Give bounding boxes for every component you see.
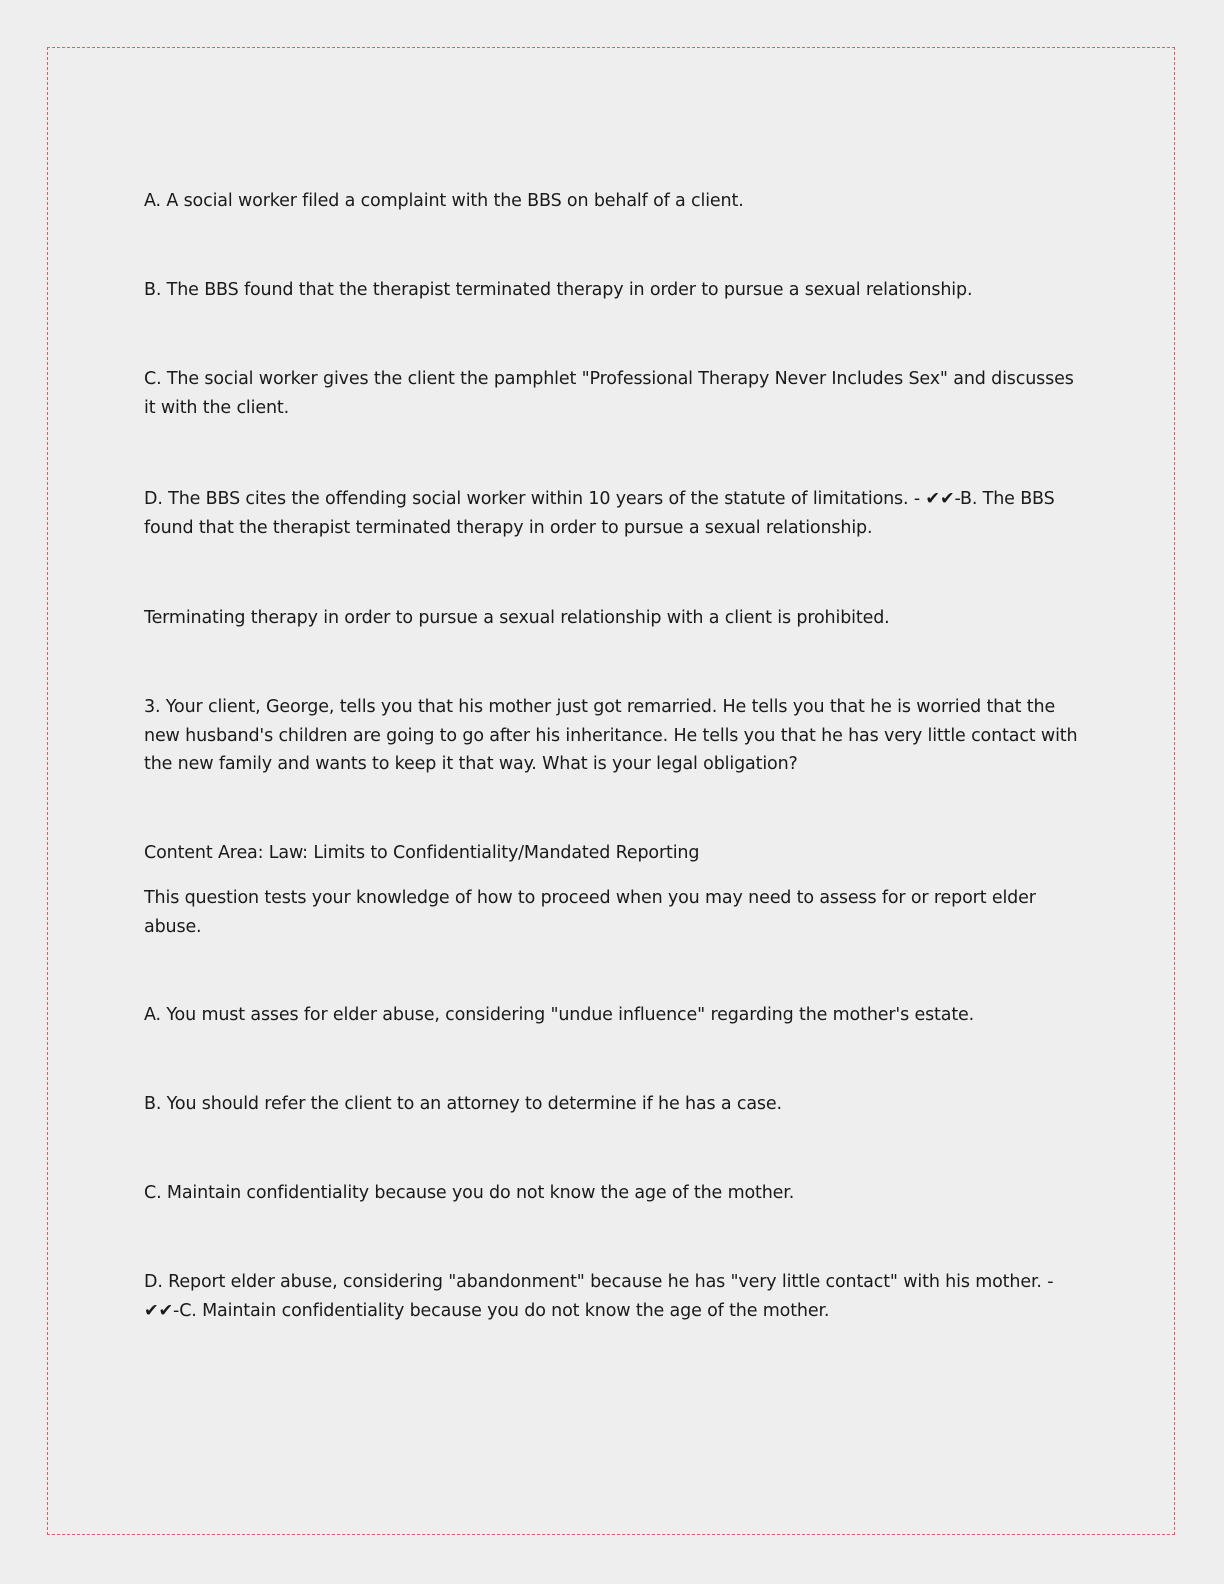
option-a2-paragraph: A. You must asses for elder abuse, considering "undue influence" regarding the mother's estate. — [144, 1005, 975, 1025]
option-c-paragraph: C. The social worker gives the client the pamphlet "Professional Therapy Never Includes Sex" and discusses it with the client. — [144, 369, 1074, 418]
option-b2-paragraph: B. You should refer the client to an attorney to determine if he has a case. — [144, 1094, 782, 1114]
question-description-paragraph: This question tests your knowledge of how to proceed when you may need to assess for or report elder abuse. — [144, 888, 1036, 937]
option-d2-answer-paragraph: D. Report elder abuse, considering "abandonment" because he has "very little contact" with his mother. - ✔✔-C. Maintain confidentiality because you do not know the age of the mother. — [144, 1272, 1054, 1321]
option-b-paragraph: B. The BBS found that the therapist terminated therapy in order to pursue a sexual relationship. — [144, 280, 973, 300]
question-3-paragraph: 3. Your client, George, tells you that his mother just got remarried. He tells you that he is worried that the new husband's children are going to go after his inheritance. He tells you that he has very little contact with the new family and wants to keep it that way. What is your legal obligation? — [144, 697, 1078, 774]
option-d-answer-paragraph: D. The BBS cites the offending social worker within 10 years of the statute of limitations. - ✔✔-B. The BBS found that the therapist terminated therapy in order to pursue a sexual relationship. — [144, 489, 1055, 538]
rationale-paragraph: Terminating therapy in order to pursue a sexual relationship with a client is prohibited. — [144, 608, 890, 628]
option-c2-paragraph: C. Maintain confidentiality because you do not know the age of the mother. — [144, 1183, 795, 1203]
option-a-paragraph: A. A social worker filed a complaint with the BBS on behalf of a client. — [144, 191, 744, 211]
content-area-paragraph: Content Area: Law: Limits to Confidentiality/Mandated Reporting — [144, 843, 700, 863]
